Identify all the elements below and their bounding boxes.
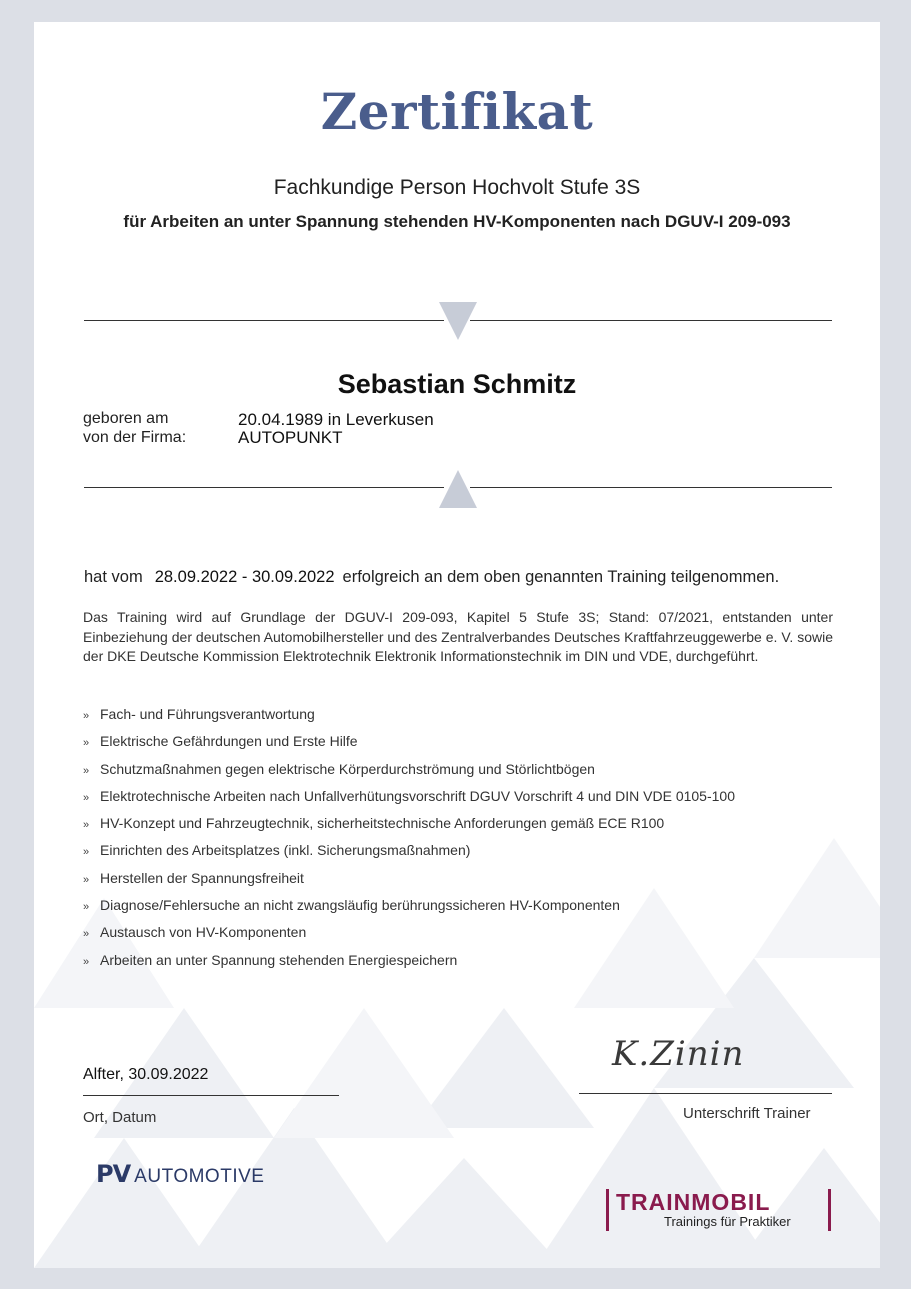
bullet-icon: » xyxy=(83,873,90,886)
bullet-icon: » xyxy=(83,737,90,750)
bullet-icon: » xyxy=(83,955,90,968)
born-label: geboren am xyxy=(83,410,169,427)
bullet-icon: » xyxy=(83,710,90,722)
place-date-label: Ort, Datum xyxy=(83,1109,157,1126)
place-date: Alfter, 30.09.2022 xyxy=(83,1066,209,1083)
triangle-down-icon xyxy=(439,302,477,340)
born-value: 20.04.1989 in Leverkusen xyxy=(238,410,434,429)
bullet-icon: » xyxy=(83,764,90,777)
participation-suffix: erfolgreich an dem oben genannten Training teilgenommen. xyxy=(342,568,780,586)
bullet-icon: » xyxy=(83,819,90,832)
certificate-page xyxy=(34,22,880,1268)
certificate-subtitle: Fachkundige Person Hochvolt Stufe 3S xyxy=(273,176,641,199)
pv-logo-mark: PV xyxy=(96,1160,131,1188)
participation-dates: 28.09.2022 - 30.09.2022 xyxy=(154,568,335,586)
place-date-line xyxy=(83,1095,339,1096)
pv-logo-text: AUTOMOTIVE xyxy=(134,1166,265,1187)
list-item: » Herstellen der Spannungsfreiheit xyxy=(83,869,304,886)
signature-label: Unterschrift Trainer xyxy=(683,1105,811,1122)
participation-line xyxy=(84,568,779,587)
bullet-icon: » xyxy=(83,928,90,941)
trainmobil-logo xyxy=(606,1189,834,1231)
list-item: » Elektrische Gefährdungen und Erste Hilfe xyxy=(83,733,358,750)
company-label: von der Firma: xyxy=(83,429,187,446)
list-item: » Austausch von HV-Komponenten xyxy=(83,924,307,941)
list-item: » Arbeiten an unter Spannung stehenden Energiespeichern xyxy=(83,951,458,968)
list-item: » HV-Konzept und Fahrzeugtechnik, sicherheitstechnische Anforderungen gemäß ECE R100 xyxy=(83,815,665,832)
training-description: Das Training wird auf Grundlage der DGUV-I 209-093, Kapitel 5 Stufe 3S; Stand: 07/2021, entstanden unter Einbeziehung der deutschen Automobilhersteller und des Zentralverbandes Deutsches Kraftfahrzeuggewerbe e. V. sowie der DKE Deutsche Kommission Elektrotechnik Elektronik Informationstechnik im DIN und VDE, durchgeführt. xyxy=(83,609,833,664)
list-item: » Schutzmaßnahmen gegen elektrische Körperdurchströmung und Störlichtbögen xyxy=(83,760,595,777)
certificate-subtitle-2: für Arbeiten an unter Spannung stehenden HV-Komponenten nach DGUV-I 209-093 xyxy=(123,212,791,231)
divider-upper-right xyxy=(470,320,832,321)
bullet-icon: » xyxy=(83,901,90,914)
list-item: » Elektrotechnische Arbeiten nach Unfallverhütungsvorschrift DGUV Vorschrift 4 und DIN VDE 0105-100 xyxy=(83,787,735,804)
person-name: Sebastian Schmitz xyxy=(337,369,577,399)
trainer-signature: K.Zinin xyxy=(612,1034,745,1074)
bullet-icon: » xyxy=(83,791,90,804)
divider-upper-left xyxy=(84,320,444,321)
certificate-title: Zertifikat xyxy=(320,82,594,141)
trainmobil-name: TRAINMOBIL xyxy=(616,1189,771,1215)
pv-automotive-logo xyxy=(96,1160,264,1188)
divider-lower-left xyxy=(84,487,444,488)
triangle-up-icon xyxy=(439,470,477,508)
list-item: » Diagnose/Fehlersuche an nicht zwangsläufig berührungssicheren HV-Komponenten xyxy=(83,897,620,914)
trainmobil-claim: Trainings für Praktiker xyxy=(664,1214,791,1229)
trainmobil-bar-left xyxy=(606,1189,609,1231)
company-value: AUTOPUNKT xyxy=(238,428,343,447)
participation-prefix: hat vom xyxy=(84,568,143,586)
signature-line xyxy=(579,1093,832,1094)
list-item: » Fach- und Führungsverantwortung xyxy=(83,706,315,722)
list-item: » Einrichten des Arbeitsplatzes (inkl. Sicherungsmaßnahmen) xyxy=(83,842,471,859)
topic-list xyxy=(83,706,735,979)
bullet-icon: » xyxy=(83,846,90,859)
trainmobil-bar-right xyxy=(828,1189,831,1231)
divider-lower-right xyxy=(470,487,832,488)
